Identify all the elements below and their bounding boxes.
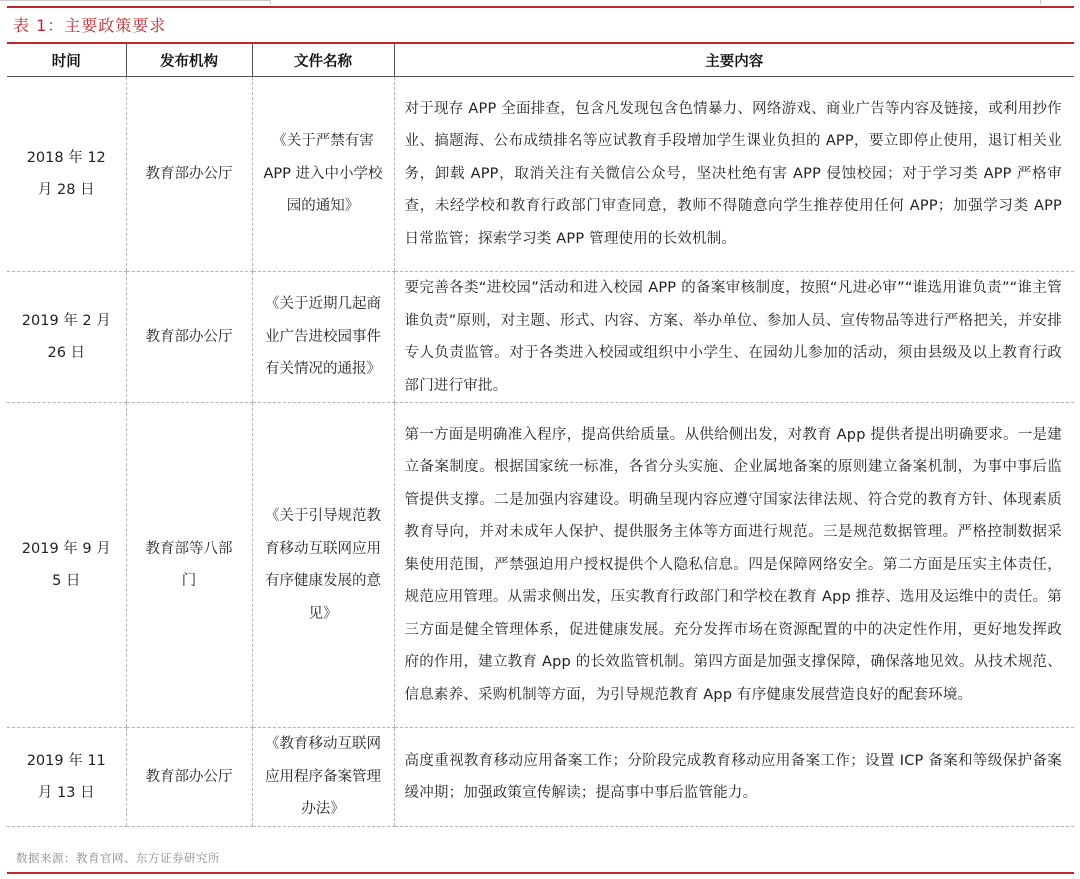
cell-content: 对于现存 APP 全面排查，包含凡发现包含色情暴力、网络游戏、商业广告等内容及链接，或利用抄作业、搞题海、公布成绩排名等应试教育手段增加学生课业负担的 APP，要立即停止使用，退订相关业务，卸载 APP，取消关注有关微信公众号，坚决杜绝有害 APP 侵蚀校园；对于学习类 APP 严格审查，未经学校和教育行政部门审查同意，教师不得随意向学生推荐使用任何 APP；加强学习类 APP 日常监管；探索学习类 APP 管理使用的长效机制。 [394, 77, 1074, 272]
cell-org: 教育部办公厅 [126, 728, 252, 827]
top-rule-left [0, 0, 270, 1]
cell-time: 2019 年 2 月 26 日 [7, 272, 126, 403]
data-source-note: 数据来源：教育官网、东方证券研究所 [16, 851, 220, 865]
cell-doc: 《教育移动互联网应用程序备案管理办法》 [252, 728, 394, 827]
cell-content: 第一方面是明确准入程序，提高供给质量。从供给侧出发，对教育 App 提供者提出明确要求。一是建立备案制度。根据国家统一标准，各省分头实施、企业属地备案的原则建立备案机制，为事中事后监管提供支撑。二是加强内容建设。明确呈现内容应遵守国家法律法规、符合党的教育方针、体现素质教育导向，并对未成年人保护、提供服务主体等方面进行规范。三是规范数据管理。严格控制数据采集使用范围，严禁强迫用户授权提供个人隐私信息。四是保障网络安全。第二方面是压实主体责任，规范应用管理。从需求侧出发，压实教育行政部门和学校在教育 App 推荐、选用及运维中的责任。第三方面是健全管理体系，促进健康发展。充分发挥市场在资源配置的中的决定性作用，更好地发挥政府的作用，建立教育 App 的长效监管机制。第四方面是加强支撑保障，确保落地见效。从技术规范、信息素养、采购机制等方面，为引导规范教育 App 有序健康发展营造良好的配套环境。 [394, 403, 1074, 728]
table-row [7, 272, 1074, 403]
cell-content: 要完善各类“进校园”活动和进入校园 APP 的备案审核制度，按照“凡进必审”“谁选用谁负责”“谁主管谁负责”原则，对主题、形式、内容、方案、举办单位、参加人员、宣传物品等进行严格把关，并安排专人负责监管。对于各类进入校园或组织中小学生、在园幼儿参加的活动，须由县级及以上教育行政部门进行审批。 [394, 272, 1074, 403]
header-time: 时间 [7, 44, 126, 77]
cell-content: 高度重视教育移动应用备案工作；分阶段完成教育移动应用备案工作；设置 ICP 备案和等级保护备案缓冲期；加强政策宣传解读；提高事中事后监管能力。 [394, 728, 1074, 827]
header-content: 主要内容 [394, 44, 1074, 77]
cell-doc: 《关于严禁有害 APP 进入中小学校园的通知》 [252, 77, 394, 272]
policy-table [7, 44, 1074, 827]
cell-org: 教育部办公厅 [126, 77, 252, 272]
top-rule-tick [270, 0, 271, 4]
table-caption: 表 1：主要政策要求 [7, 8, 1074, 44]
table-row [7, 77, 1074, 272]
top-rule-tick-right [1040, 0, 1041, 4]
cell-doc: 《关于引导规范教育移动互联网应用有序健康发展的意见》 [252, 403, 394, 728]
cell-org: 教育部办公厅 [126, 272, 252, 403]
table-row [7, 728, 1074, 827]
cell-org: 教育部等八部门 [126, 403, 252, 728]
cell-time: 2019 年 9 月 5 日 [7, 403, 126, 728]
cell-doc: 《关于近期几起商业广告进校园事件有关情况的通报》 [252, 272, 394, 403]
table-row [7, 403, 1074, 728]
table-frame [7, 6, 1074, 874]
header-row [7, 44, 1074, 77]
header-doc: 文件名称 [252, 44, 394, 77]
cell-time: 2019 年 11 月 13 日 [7, 728, 126, 827]
header-org: 发布机构 [126, 44, 252, 77]
cell-time: 2018 年 12 月 28 日 [7, 77, 126, 272]
